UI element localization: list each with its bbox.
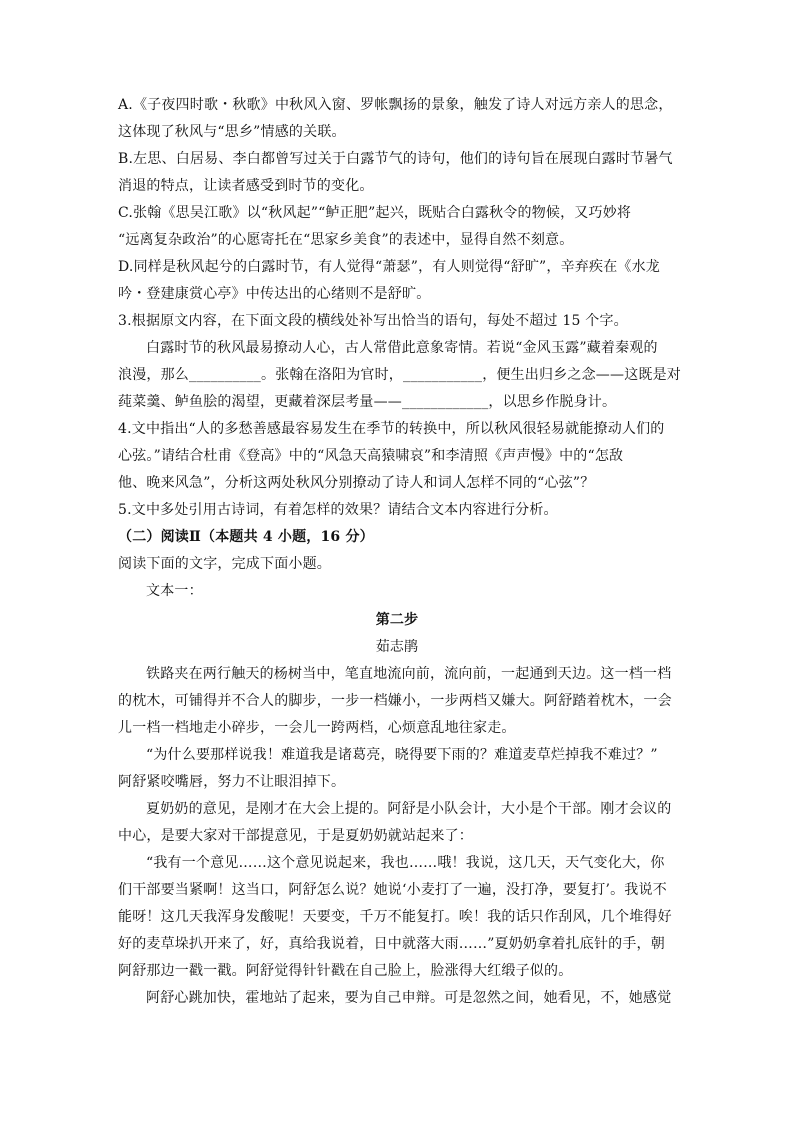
story-line: 夏奶奶的意见，是刚才在大会上提的。阿舒是小队会计，大小是个干部。刚才会议的: [146, 801, 672, 817]
story-line: 中心，是要大家对干部提意见，于是夏奶奶就站起来了：: [118, 828, 473, 844]
question-3-passage-line-2: 浪漫，那么__________。张翰在洛阳为官时，___________，便生出归乡之念——这既是对: [118, 367, 681, 383]
story-line: 阿舒心跳加快，霍地站了起来，要为自己申辩。可是忽然之间，她看见，不，她感觉: [146, 990, 672, 1006]
story-line: 好的麦草垛扒开来了，好，真给我说着，日中就落大雨……”夏奶奶拿着扎底针的手，朝: [118, 936, 665, 952]
option-b-line-1: B.左思、白居易、李白都曾写过关于白露节气的诗句，他们的诗句旨在展现白露时节暑气: [118, 151, 673, 167]
question-4-line-1: 4.文中指出“人的多愁善感最容易发生在季节的转换中，所以秋风很轻易就能撩动人们的: [118, 421, 665, 437]
section-heading: （二）阅读Ⅱ（本题共 4 小题，16 分）: [118, 529, 374, 545]
option-c-line-1: C.张翰《思吴江歌》以“秋风起”“鲈正肥”起兴，既贴合白露秋令的物候，又巧妙将: [118, 205, 632, 221]
question-3-stem: 3.根据原文内容，在下面文段的横线处补写出恰当的语句，每处不超过 15 个字。: [118, 313, 628, 329]
question-3-passage-line-1: 白露时节的秋风最易撩动人心，古人常借此意象寄情。若说“金风玉露”藏着秦观的: [146, 340, 658, 356]
text-label: 文本一：: [146, 583, 203, 599]
story-line: 的枕木，可铺得并不合人的脚步，一步一档嫌小，一步两档又嫌大。阿舒踏着枕木，一会: [118, 693, 672, 709]
option-b-line-2: 消退的特点，让读者感受到时节的变化。: [118, 178, 374, 194]
option-d-line-1: D.同样是秋风起兮的白露时节，有人觉得“萧瑟”，有人则觉得“舒旷”，辛弃疾在《水龙: [118, 259, 661, 275]
question-4-line-2: 心弦。”请结合杜甫《登高》中的“风急天高猿啸哀”和李清照《声声慢》中的“怎敌: [118, 448, 624, 464]
question-4-line-3: 他、晚来风急”，分析这两处秋风分别撩动了诗人和词人怎样不同的“心弦”？: [118, 475, 595, 491]
option-c-line-2: “远离复杂政治”的心愿寄托在“思家乡美食”的表述中，显得自然不刻意。: [118, 232, 574, 248]
story-line: 阿舒紧咬嘴唇，努力不让眼泪掉下。: [118, 774, 346, 790]
question-3-passage-line-3: 莼菜羹、鲈鱼脍的渴望，更藏着深层考量——____________，以思乡作脱身计。: [118, 394, 617, 410]
option-a-line-2: 这体现了秋风与“思乡”情感的关联。: [118, 124, 346, 140]
story-line: “我有一个意见……这个意见说起来，我也……哦！我说，这几天，天气变化大，你: [146, 855, 665, 871]
option-d-line-2: 吟・登建康赏心亭》中传达出的心绪则不是舒旷。: [118, 286, 431, 302]
story-line: 能呀！这几天我浑身发酸呢！天要变，千万不能复打。唉！我的话只作刮风，几个堆得好: [118, 909, 672, 925]
option-a-line-1: A.《子夜四时歌・秋歌》中秋风入窗、罗帐飘扬的景象，触发了诗人对远方亲人的思念，: [118, 97, 673, 113]
story-line: 铁路夹在两行触天的杨树当中，笔直地流向前，流向前，一起通到天边。这一档一档: [146, 666, 672, 682]
section-instruction: 阅读下面的文字，完成下面小题。: [118, 556, 331, 572]
story-line: 们干部要当紧啊！这当口，阿舒怎么说？她说‘小麦打了一遍，没打净，要复打’。我说不: [118, 882, 667, 898]
story-line: 阿舒那边一戳一戳。阿舒觉得针针戳在自己脸上，脸涨得大红缎子似的。: [118, 963, 573, 979]
question-5: 5.文中多处引用古诗词，有着怎样的效果？请结合文本内容进行分析。: [118, 502, 558, 518]
story-author: 茹志鹃: [375, 639, 419, 655]
story-line: “为什么要那样说我！难道我是诸葛亮，晓得要下雨的？难道麦草烂掉我不难过？”: [146, 747, 658, 763]
story-line: 儿一档一档地走小碎步，一会儿一跨两档，心烦意乱地往家走。: [118, 720, 516, 736]
story-title: 第二步: [375, 612, 419, 628]
